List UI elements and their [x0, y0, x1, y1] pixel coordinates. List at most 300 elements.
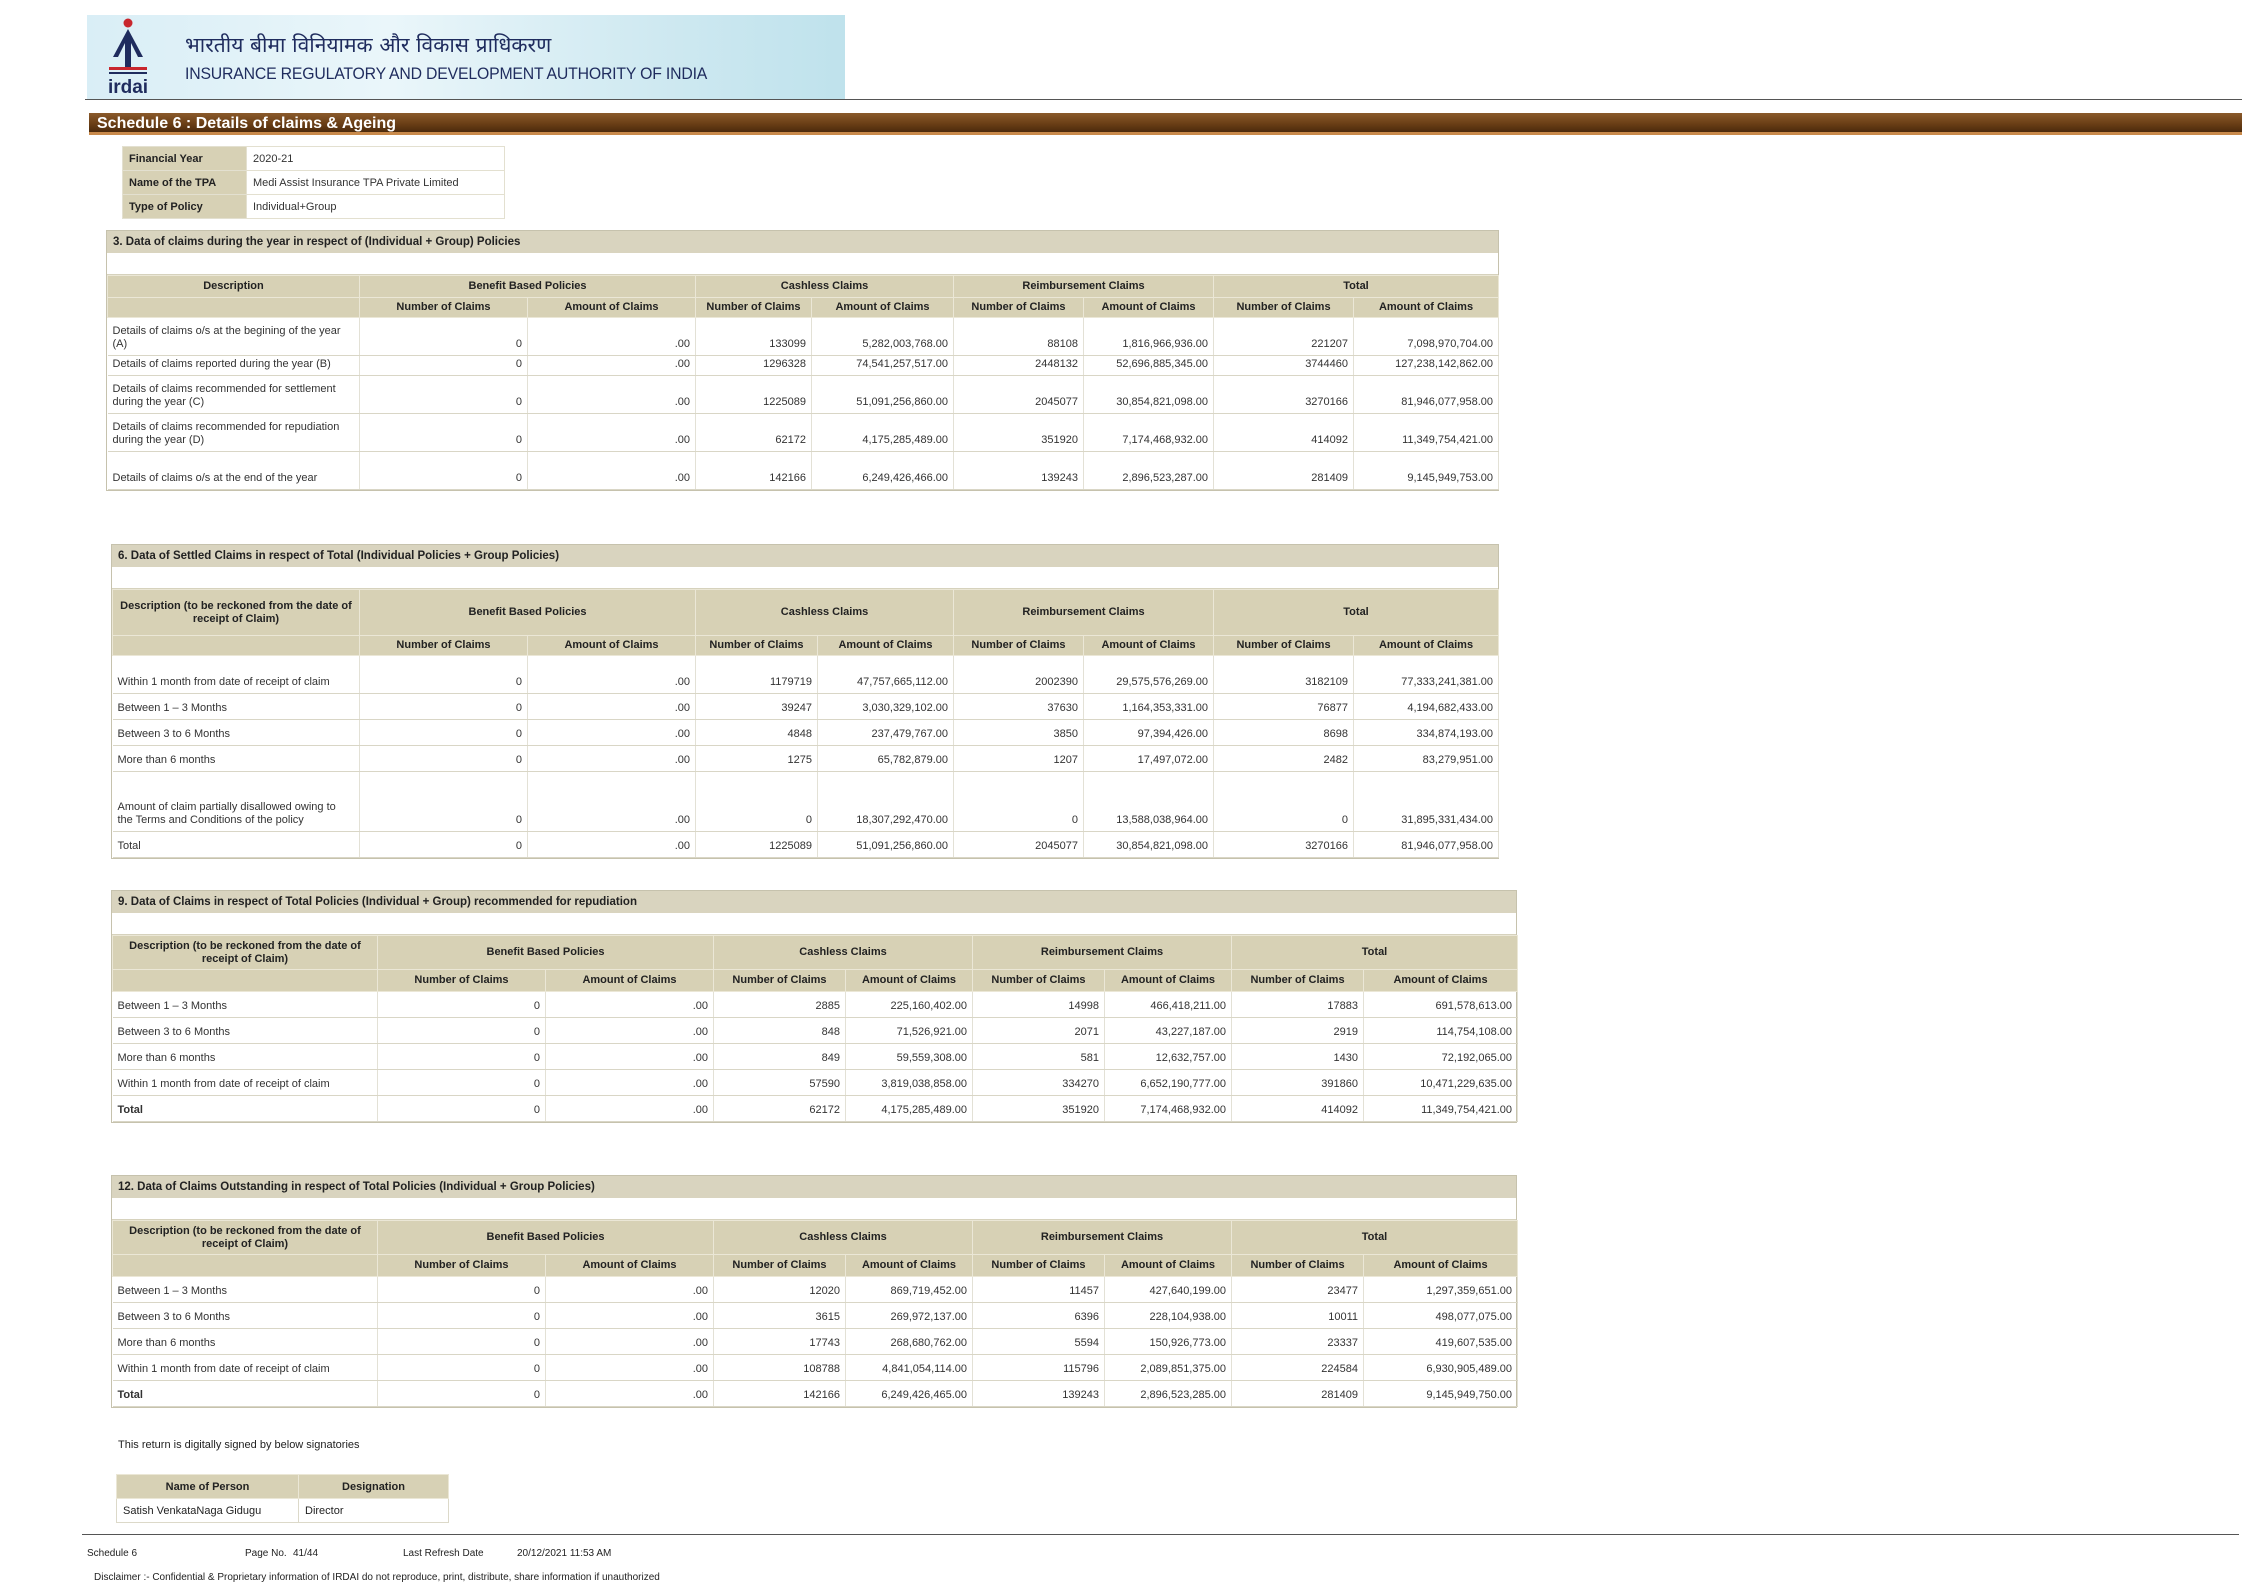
row-description: Between 1 – 3 Months [113, 694, 360, 720]
table-cell: .00 [528, 746, 696, 772]
table-cell: 77,333,241,381.00 [1354, 656, 1499, 694]
table-row [108, 376, 1499, 414]
sub-header: Number of Claims [696, 636, 818, 656]
table-cell: 11,349,754,421.00 [1354, 414, 1499, 452]
table-cell: 414092 [1232, 1096, 1364, 1122]
table-cell: 2045077 [954, 832, 1084, 858]
table-cell: 65,782,879.00 [818, 746, 954, 772]
table-cell: 10,471,229,635.00 [1364, 1070, 1518, 1096]
table-cell: 5,282,003,768.00 [812, 318, 954, 356]
group-header: Cashless Claims [714, 1221, 973, 1255]
table-cell: 2071 [973, 1018, 1105, 1044]
table-cell: 281409 [1232, 1381, 1364, 1407]
table-row [113, 1070, 1518, 1096]
table-cell: 0 [360, 452, 528, 490]
table-row [108, 318, 1499, 356]
table-cell: 2,896,523,285.00 [1105, 1381, 1232, 1407]
table-cell: 1,164,353,331.00 [1084, 694, 1214, 720]
table-cell: 4,194,682,433.00 [1354, 694, 1499, 720]
sub-header: Number of Claims [714, 1255, 846, 1277]
row-description: Details of claims o/s at the end of the year [108, 452, 360, 490]
section-title: 6. Data of Settled Claims in respect of Total (Individual Policies + Group Policies) [112, 545, 1498, 567]
table-cell: 76877 [1214, 694, 1354, 720]
sub-header: Number of Claims [714, 970, 846, 992]
sub-header-row [113, 636, 1499, 656]
group-header: Reimbursement Claims [954, 276, 1214, 298]
table-cell: 127,238,142,862.00 [1354, 356, 1499, 376]
table-cell: 2448132 [954, 356, 1084, 376]
table-cell: 0 [360, 318, 528, 356]
table-cell: 848 [714, 1018, 846, 1044]
table-cell: 3744460 [1214, 356, 1354, 376]
group-header: Benefit Based Policies [360, 590, 696, 636]
table-cell: 4,175,285,489.00 [846, 1096, 973, 1122]
sub-header: Amount of Claims [818, 636, 954, 656]
table-cell: 391860 [1232, 1070, 1364, 1096]
footer-page-label: Page No. [245, 1548, 287, 1559]
info-label: Financial Year [123, 147, 247, 171]
table-cell: 142166 [714, 1381, 846, 1407]
table-row [113, 772, 1499, 832]
irdai-logo-icon [101, 17, 155, 97]
footer-schedule: Schedule 6 [87, 1548, 138, 1559]
sub-header: Amount of Claims [528, 298, 696, 318]
table-row [108, 414, 1499, 452]
signatory-designation: Director [299, 1499, 449, 1523]
table-cell: .00 [546, 1096, 714, 1122]
sub-header: Number of Claims [1214, 636, 1354, 656]
table-cell: 17,497,072.00 [1084, 746, 1214, 772]
table-cell: 81,946,077,958.00 [1354, 376, 1499, 414]
table-cell: 1,297,359,651.00 [1364, 1277, 1518, 1303]
sub-header: Number of Claims [954, 298, 1084, 318]
table-cell: 57590 [714, 1070, 846, 1096]
table-cell: 0 [378, 1070, 546, 1096]
table-cell: 6,249,426,465.00 [846, 1381, 973, 1407]
sub-header-row [113, 1255, 1518, 1277]
table-cell: 23337 [1232, 1329, 1364, 1355]
sub-header: Amount of Claims [546, 970, 714, 992]
footer-refresh-value: 20/12/2021 11:53 AM [517, 1548, 612, 1559]
sub-header: Number of Claims [378, 970, 546, 992]
group-header: Cashless Claims [696, 276, 954, 298]
table-cell: 581 [973, 1044, 1105, 1070]
table-cell: 3270166 [1214, 832, 1354, 858]
table-cell: 427,640,199.00 [1105, 1277, 1232, 1303]
footer-disclaimer: Disclaimer :- Confidential & Proprietary information of IRDAI do not reproduce, print, distribute, share information if unauthorized [94, 1572, 660, 1583]
section-title: 12. Data of Claims Outstanding in respect of Total Policies (Individual + Group Policies) [112, 1176, 1516, 1198]
section-title: 9. Data of Claims in respect of Total Policies (Individual + Group) recommended for repudiation [112, 891, 1516, 913]
sub-header: Number of Claims [973, 970, 1105, 992]
table-cell: .00 [528, 414, 696, 452]
table-cell: 1296328 [696, 356, 812, 376]
table-cell: 72,192,065.00 [1364, 1044, 1518, 1070]
table-cell: 9,145,949,753.00 [1354, 452, 1499, 490]
svg-text:irdai: irdai [107, 77, 149, 97]
table-cell: .00 [546, 1277, 714, 1303]
table-cell: 351920 [973, 1096, 1105, 1122]
table-cell: 52,696,885,345.00 [1084, 356, 1214, 376]
table-cell: 30,854,821,098.00 [1084, 376, 1214, 414]
table-cell: 142166 [696, 452, 812, 490]
info-row [123, 195, 505, 219]
table-cell: .00 [546, 1303, 714, 1329]
table-cell: 0 [378, 1096, 546, 1122]
table-cell: .00 [528, 694, 696, 720]
table-cell: 5594 [973, 1329, 1105, 1355]
group-header: Reimbursement Claims [973, 1221, 1232, 1255]
table-cell: 268,680,762.00 [846, 1329, 973, 1355]
table-cell: .00 [546, 992, 714, 1018]
table-cell: .00 [546, 1329, 714, 1355]
bottom-divider [82, 1534, 2239, 1535]
table-row [113, 992, 1518, 1018]
table-cell: 8698 [1214, 720, 1354, 746]
table-cell: 1179719 [696, 656, 818, 694]
table-row [113, 746, 1499, 772]
sub-header: Number of Claims [1232, 1255, 1364, 1277]
sub-header: Amount of Claims [528, 636, 696, 656]
group-header-row [113, 590, 1499, 636]
header-banner [87, 15, 845, 99]
table-cell: 0 [378, 1381, 546, 1407]
table-cell: .00 [528, 376, 696, 414]
table-row [113, 1277, 1518, 1303]
table-cell: .00 [528, 656, 696, 694]
table-cell: 1225089 [696, 832, 818, 858]
table-cell: 466,418,211.00 [1105, 992, 1232, 1018]
table-cell: 6,249,426,466.00 [812, 452, 954, 490]
table-row [113, 1329, 1518, 1355]
table-cell: 114,754,108.00 [1364, 1018, 1518, 1044]
table-cell: 108788 [714, 1355, 846, 1381]
table-cell: 2,896,523,287.00 [1084, 452, 1214, 490]
table-cell: 0 [378, 1303, 546, 1329]
table-cell: 0 [360, 414, 528, 452]
table-cell: 2002390 [954, 656, 1084, 694]
english-authority-name: INSURANCE REGULATORY AND DEVELOPMENT AUTHORITY OF INDIA [185, 64, 708, 83]
table-cell: 37630 [954, 694, 1084, 720]
signatory-row [117, 1499, 449, 1523]
table-cell: 51,091,256,860.00 [818, 832, 954, 858]
group-header-row [113, 1221, 1518, 1255]
table-cell: 0 [1214, 772, 1354, 832]
top-divider [85, 99, 2242, 100]
table-cell: 3270166 [1214, 376, 1354, 414]
table-cell: 81,946,077,958.00 [1354, 832, 1499, 858]
signatory-designation-header: Designation [299, 1475, 449, 1499]
sub-header: Amount of Claims [1364, 1255, 1518, 1277]
group-header: Total [1232, 936, 1518, 970]
row-description: Details of claims recommended for repudiation during the year (D) [108, 414, 360, 452]
table-cell: 0 [360, 772, 528, 832]
group-header: Reimbursement Claims [973, 936, 1232, 970]
table-cell: 0 [360, 720, 528, 746]
table-cell: 419,607,535.00 [1364, 1329, 1518, 1355]
sub-header-blank [113, 636, 360, 656]
table-row [113, 694, 1499, 720]
sub-header: Amount of Claims [1354, 298, 1499, 318]
sub-header: Number of Claims [360, 298, 528, 318]
table-cell: .00 [528, 356, 696, 376]
info-value: Medi Assist Insurance TPA Private Limited [247, 171, 505, 195]
row-description: Total [113, 832, 360, 858]
table-cell: 11,349,754,421.00 [1364, 1096, 1518, 1122]
table-cell: 6,930,905,489.00 [1364, 1355, 1518, 1381]
table-row [113, 1018, 1518, 1044]
table-row [113, 832, 1499, 858]
section-title: 3. Data of claims during the year in respect of (Individual + Group) Policies [107, 231, 1498, 253]
section-spacer [112, 1198, 1516, 1220]
sub-header-row [113, 970, 1518, 992]
table-cell: 88108 [954, 318, 1084, 356]
info-value: Individual+Group [247, 195, 505, 219]
schedule-title-bar [89, 113, 2242, 135]
sub-header: Amount of Claims [846, 970, 973, 992]
table-cell: 228,104,938.00 [1105, 1303, 1232, 1329]
table-cell: .00 [546, 1381, 714, 1407]
group-header: Benefit Based Policies [360, 276, 696, 298]
table-cell: 414092 [1214, 414, 1354, 452]
table-cell: 351920 [954, 414, 1084, 452]
table-cell: 3,030,329,102.00 [818, 694, 954, 720]
row-description: Between 3 to 6 Months [113, 1018, 378, 1044]
row-description: Between 1 – 3 Months [113, 992, 378, 1018]
group-header: Benefit Based Policies [378, 936, 714, 970]
table-cell: 59,559,308.00 [846, 1044, 973, 1070]
table-cell: 9,145,949,750.00 [1364, 1381, 1518, 1407]
sub-header: Amount of Claims [812, 298, 954, 318]
row-description: Total [113, 1381, 378, 1407]
group-header: Cashless Claims [714, 936, 973, 970]
table-cell: 12020 [714, 1277, 846, 1303]
group-header-row [113, 936, 1518, 970]
table-cell: 17883 [1232, 992, 1364, 1018]
table-cell: 0 [360, 694, 528, 720]
row-description: More than 6 months [113, 1044, 378, 1070]
group-header: Reimbursement Claims [954, 590, 1214, 636]
table-cell: 2482 [1214, 746, 1354, 772]
table-cell: 1430 [1232, 1044, 1364, 1070]
section-repudiation-claims [111, 890, 1517, 1123]
table-cell: 2919 [1232, 1018, 1364, 1044]
table-cell: 1275 [696, 746, 818, 772]
row-description: Within 1 month from date of receipt of claim [113, 1070, 378, 1096]
section-claims-during-year [106, 230, 1499, 491]
table-cell: .00 [546, 1044, 714, 1070]
table-cell: .00 [546, 1070, 714, 1096]
table-cell: 0 [954, 772, 1084, 832]
table-cell: 334,874,193.00 [1354, 720, 1499, 746]
row-description: More than 6 months [113, 1329, 378, 1355]
signatory-name: Satish VenkataNaga Gidugu [117, 1499, 299, 1523]
table-cell: 30,854,821,098.00 [1084, 832, 1214, 858]
table-cell: 139243 [954, 452, 1084, 490]
table-cell: 133099 [696, 318, 812, 356]
table-cell: 83,279,951.00 [1354, 746, 1499, 772]
footer-refresh-label: Last Refresh Date [403, 1548, 484, 1559]
sub-header: Amount of Claims [1105, 970, 1232, 992]
table-row [113, 1044, 1518, 1070]
row-description: Between 3 to 6 Months [113, 720, 360, 746]
table-row [108, 452, 1499, 490]
table-cell: 18,307,292,470.00 [818, 772, 954, 832]
table-cell: 4848 [696, 720, 818, 746]
table-cell: 3182109 [1214, 656, 1354, 694]
sub-header: Number of Claims [1214, 298, 1354, 318]
table-cell: 71,526,921.00 [846, 1018, 973, 1044]
sub-header: Amount of Claims [1354, 636, 1499, 656]
table-cell: 62172 [714, 1096, 846, 1122]
table-cell: 1207 [954, 746, 1084, 772]
table-cell: 139243 [973, 1381, 1105, 1407]
description-header: Description (to be reckoned from the date of receipt of Claim) [113, 1221, 378, 1255]
schedule-title: Schedule 6 : Details of claims & Ageing [97, 115, 397, 132]
table-cell: 0 [378, 1329, 546, 1355]
table-cell: 115796 [973, 1355, 1105, 1381]
section-outstanding-claims [111, 1175, 1517, 1408]
table-cell: .00 [528, 720, 696, 746]
table-cell: 17743 [714, 1329, 846, 1355]
claims-table [112, 1220, 1518, 1407]
table-cell: 237,479,767.00 [818, 720, 954, 746]
table-cell: .00 [528, 318, 696, 356]
table-row [113, 720, 1499, 746]
table-cell: 150,926,773.00 [1105, 1329, 1232, 1355]
table-cell: 281409 [1214, 452, 1354, 490]
table-cell: 74,541,257,517.00 [812, 356, 954, 376]
table-cell: 2045077 [954, 376, 1084, 414]
row-description: Details of claims o/s at the begining of the year (A) [108, 318, 360, 356]
table-row [113, 1303, 1518, 1329]
table-cell: 3,819,038,858.00 [846, 1070, 973, 1096]
table-cell: 224584 [1232, 1355, 1364, 1381]
table-cell: 4,175,285,489.00 [812, 414, 954, 452]
table-cell: 849 [714, 1044, 846, 1070]
row-description: Details of claims recommended for settlement during the year (C) [108, 376, 360, 414]
sub-header: Number of Claims [360, 636, 528, 656]
table-cell: 3850 [954, 720, 1084, 746]
table-cell: 0 [378, 992, 546, 1018]
sub-header: Number of Claims [973, 1255, 1105, 1277]
table-cell: 0 [360, 376, 528, 414]
sub-header: Amount of Claims [1364, 970, 1518, 992]
table-cell: 43,227,187.00 [1105, 1018, 1232, 1044]
signatories-table [116, 1474, 449, 1523]
claims-table [112, 589, 1499, 858]
table-row [113, 656, 1499, 694]
footer-page-value: 41/44 [293, 1548, 319, 1559]
signatory-name-header: Name of Person [117, 1475, 299, 1499]
group-header: Total [1214, 276, 1499, 298]
description-header: Description (to be reckoned from the date of receipt of Claim) [113, 936, 378, 970]
table-cell: 31,895,331,434.00 [1354, 772, 1499, 832]
table-cell: 14998 [973, 992, 1105, 1018]
row-description: More than 6 months [113, 746, 360, 772]
table-cell: 2885 [714, 992, 846, 1018]
table-cell: 7,174,468,932.00 [1084, 414, 1214, 452]
table-cell: 97,394,426.00 [1084, 720, 1214, 746]
sub-header: Amount of Claims [1105, 1255, 1232, 1277]
sub-header: Number of Claims [1232, 970, 1364, 992]
table-cell: .00 [528, 452, 696, 490]
sub-header-row [108, 298, 1499, 318]
claims-table [107, 275, 1499, 490]
sub-header: Amount of Claims [1084, 298, 1214, 318]
table-cell: 498,077,075.00 [1364, 1303, 1518, 1329]
table-cell: 0 [378, 1277, 546, 1303]
table-cell: 51,091,256,860.00 [812, 376, 954, 414]
sub-header: Amount of Claims [846, 1255, 973, 1277]
table-cell: .00 [528, 832, 696, 858]
table-cell: 23477 [1232, 1277, 1364, 1303]
table-cell: 0 [360, 746, 528, 772]
table-cell: 4,841,054,114.00 [846, 1355, 973, 1381]
table-cell: .00 [546, 1018, 714, 1044]
section-spacer [107, 253, 1498, 275]
table-cell: 11457 [973, 1277, 1105, 1303]
table-cell: 29,575,576,269.00 [1084, 656, 1214, 694]
group-header: Benefit Based Policies [378, 1221, 714, 1255]
table-cell: 0 [378, 1355, 546, 1381]
info-row [123, 171, 505, 195]
table-row [113, 1381, 1518, 1407]
group-header: Total [1232, 1221, 1518, 1255]
table-cell: 0 [360, 832, 528, 858]
table-cell: 12,632,757.00 [1105, 1044, 1232, 1070]
table-cell: .00 [546, 1355, 714, 1381]
table-cell: 13,588,038,964.00 [1084, 772, 1214, 832]
info-label: Name of the TPA [123, 171, 247, 195]
group-header-row [108, 276, 1499, 298]
claims-table [112, 935, 1518, 1122]
description-header: Description [108, 276, 360, 298]
table-cell: 0 [378, 1044, 546, 1070]
row-description: Total [113, 1096, 378, 1122]
table-cell: 0 [378, 1018, 546, 1044]
table-cell: 3615 [714, 1303, 846, 1329]
table-cell: 39247 [696, 694, 818, 720]
description-header: Description (to be reckoned from the date of receipt of Claim) [113, 590, 360, 636]
table-cell: 869,719,452.00 [846, 1277, 973, 1303]
info-value: 2020-21 [247, 147, 505, 171]
table-row [113, 1355, 1518, 1381]
table-cell: 0 [696, 772, 818, 832]
sub-header: Number of Claims [954, 636, 1084, 656]
signatories-header-row [117, 1475, 449, 1499]
sub-header: Amount of Claims [1084, 636, 1214, 656]
table-cell: 334270 [973, 1070, 1105, 1096]
info-label: Type of Policy [123, 195, 247, 219]
info-row [123, 147, 505, 171]
section-spacer [112, 913, 1516, 935]
group-header: Total [1214, 590, 1499, 636]
row-description: Within 1 month from date of receipt of claim [113, 1355, 378, 1381]
table-cell: 2,089,851,375.00 [1105, 1355, 1232, 1381]
table-cell: 0 [360, 356, 528, 376]
table-cell: 691,578,613.00 [1364, 992, 1518, 1018]
row-description: Between 3 to 6 Months [113, 1303, 378, 1329]
table-cell: 7,174,468,932.00 [1105, 1096, 1232, 1122]
hindi-authority-name: भारतीय बीमा विनियामक और विकास प्राधिकरण [185, 33, 552, 57]
section-settled-claims [111, 544, 1499, 859]
table-cell: 10011 [1232, 1303, 1364, 1329]
group-header: Cashless Claims [696, 590, 954, 636]
row-description: Within 1 month from date of receipt of claim [113, 656, 360, 694]
table-cell: 6,652,190,777.00 [1105, 1070, 1232, 1096]
table-cell: 1,816,966,936.00 [1084, 318, 1214, 356]
info-table [122, 146, 505, 219]
